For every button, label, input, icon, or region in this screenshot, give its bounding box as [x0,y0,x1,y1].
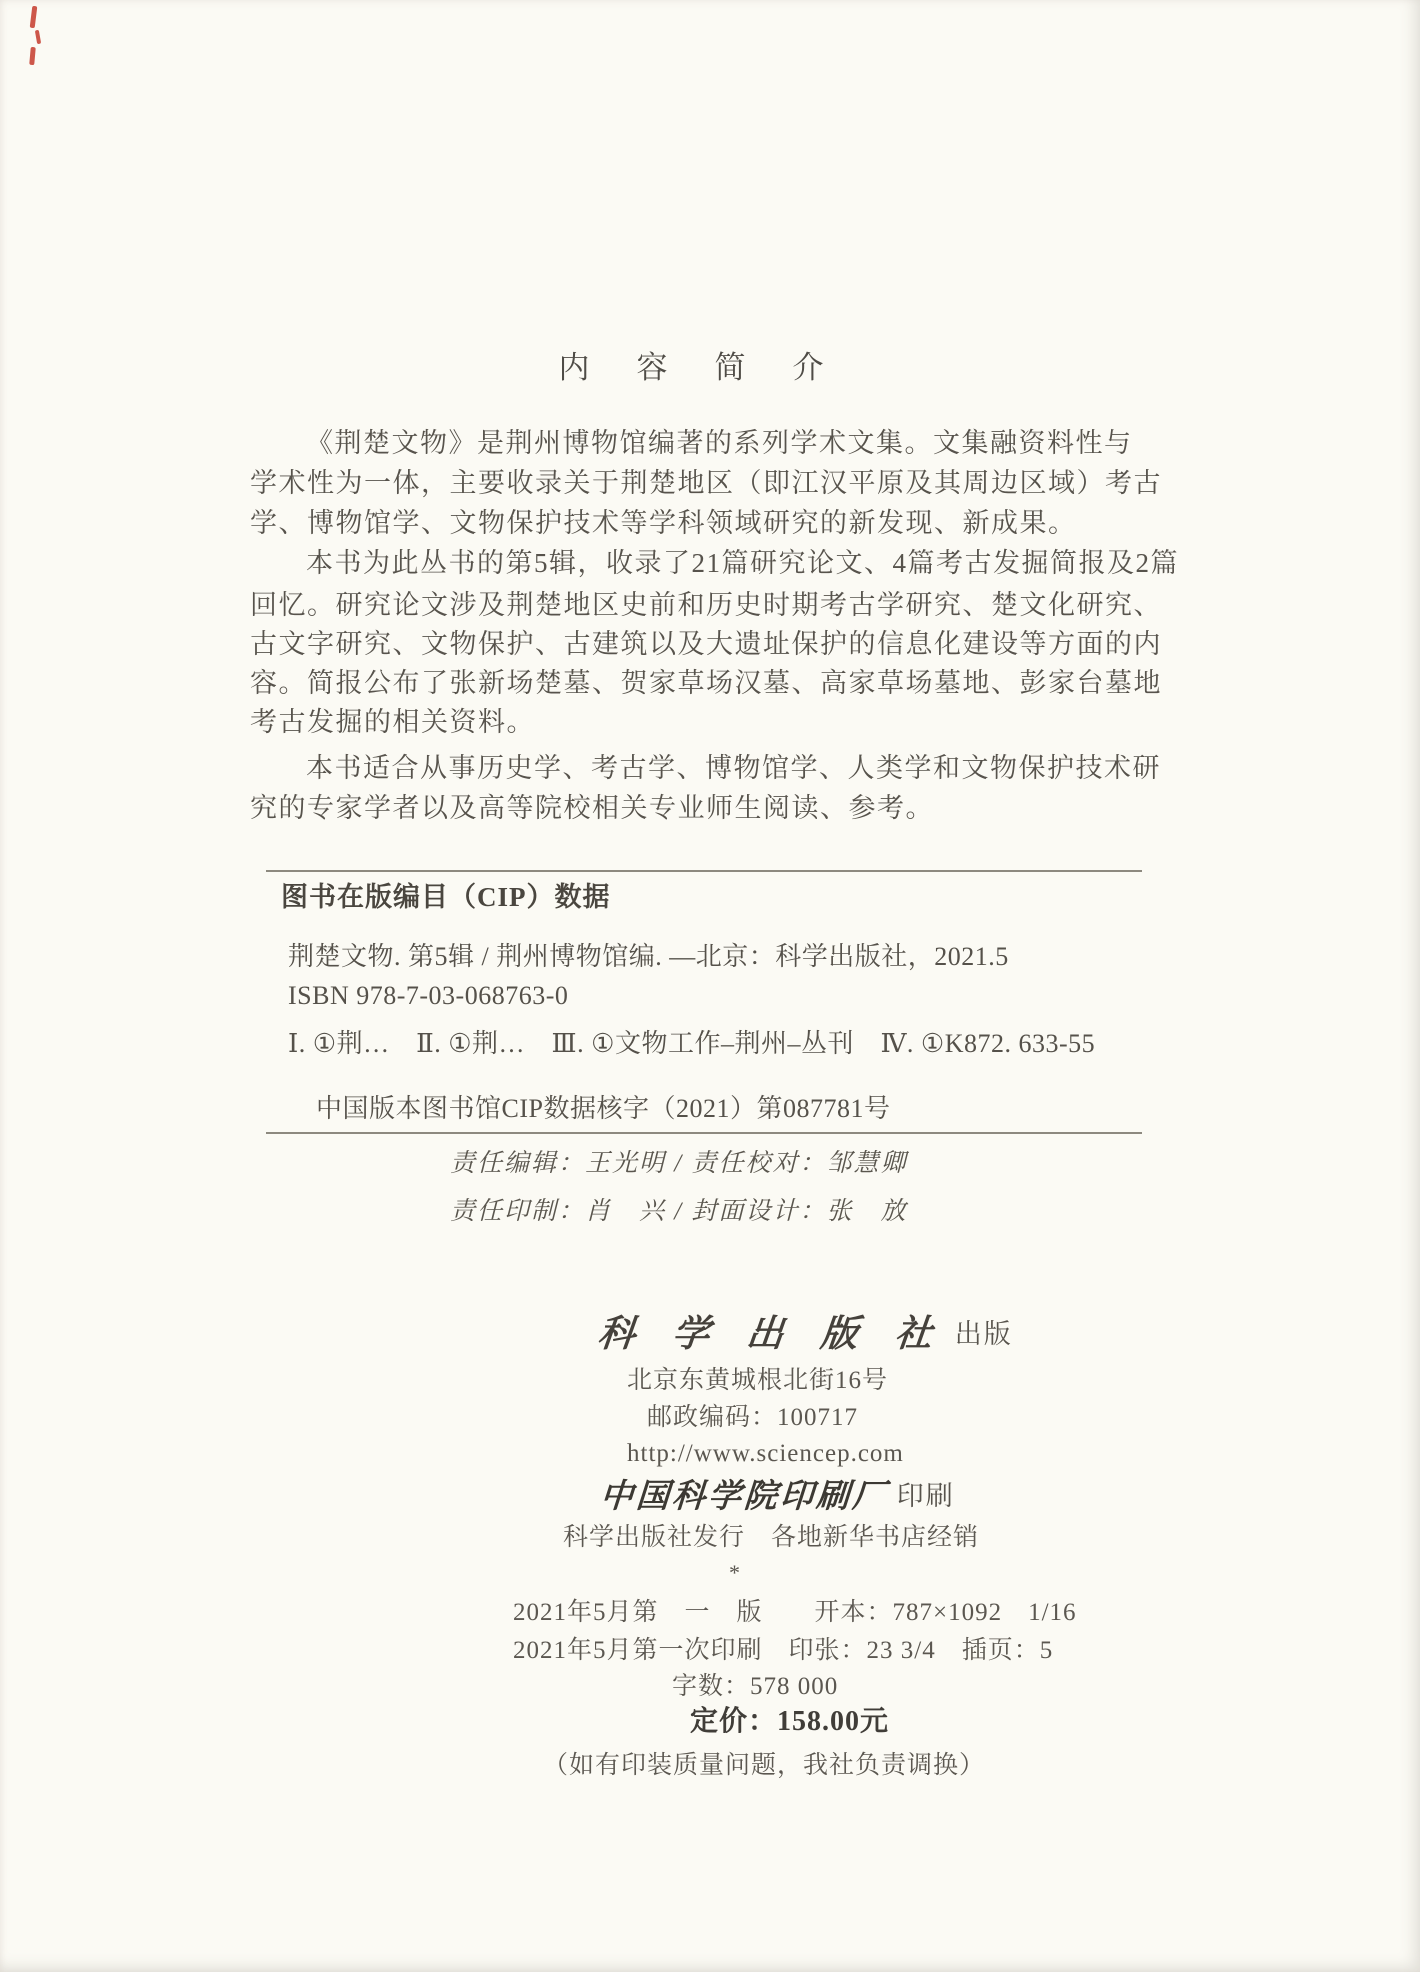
scan-artifact-mark [29,47,36,65]
quality-note: （如有印装质量问题，我社负责调换） [543,1752,986,1779]
price-line: 定价：158.00元 [690,1706,890,1737]
publisher-suffix: 出版 [946,1319,1013,1349]
edition-line: 2021年5月第 一 版 开本：787×1092 1/16 [513,1599,1077,1626]
separator-star: * [729,1560,741,1585]
distribution-line: 科学出版社发行 各地新华书店经销 [563,1524,980,1551]
word-count-line: 字数：578 000 [672,1673,839,1700]
printer-suffix: 印刷 [888,1481,955,1511]
scan-artifact-mark [30,6,38,28]
cip-book-line: 荆楚文物. 第5辑 / 荆州博物馆编. —北京：科学出版社，2021.5 [288,942,1009,971]
cip-isbn: ISBN 978-7-03-068763-0 [288,981,569,1010]
editor-credits-line: 责任编辑：王光明 / 责任校对：邹慧卿 [450,1150,908,1177]
divider-rule-top [266,870,1142,872]
intro-title: 内 容 简 介 [558,350,832,385]
cip-heading: 图书在版编目（CIP）数据 [281,882,611,912]
intro-line: 回忆。研究论文涉及荆楚地区史前和历史时期考古学研究、楚文化研究、 [250,590,1162,620]
publisher-address: 北京东黄城根北街16号 [627,1367,889,1394]
printing-line: 2021年5月第一次印刷 印张：23 3/4 插页：5 [513,1637,1054,1664]
intro-line: 《荆楚文物》是荆州博物馆编著的系列学术文集。文集融资料性与 [306,428,1133,458]
intro-line: 本书适合从事历史学、考古学、博物馆学、人类学和文物保护技术研 [306,753,1161,783]
publisher-logotype: 科 学 出 版 社 [595,1314,949,1355]
intro-line: 学、博物馆学、文物保护技术等学科领域研究的新发现、新成果。 [250,508,1077,538]
print-design-credits-line: 责任印制：肖 兴 / 封面设计：张 放 [450,1198,908,1225]
intro-line: 古文字研究、文物保护、古建筑以及大遗址保护的信息化建设等方面的内 [250,629,1162,659]
intro-line: 学术性为一体，主要收录关于荆楚地区（即江汉平原及其周边区域）考古 [250,468,1162,498]
cip-record-number: 中国版本图书馆CIP数据核字（2021）第087781号 [316,1094,891,1123]
divider-rule-bottom [266,1132,1142,1134]
printer-line [600,1481,955,1514]
publisher-postcode: 邮政编码：100717 [647,1404,859,1431]
scan-artifact-mark [35,30,41,44]
cip-classification: Ⅰ. ①荆… Ⅱ. ①荆… Ⅲ. ①文物工作–荆州–丛刊 Ⅳ. ①K872. 633-55 [288,1029,1096,1058]
intro-line: 考古发掘的相关资料。 [250,707,535,737]
publisher-line [595,1314,1013,1355]
intro-line: 本书为此丛书的第5辑，收录了21篇研究论文、4篇考古发掘简报及2篇 [306,548,1179,578]
printer-logotype: 中国科学院印刷厂 [598,1479,890,1515]
publisher-url: http://www.sciencep.com [627,1440,904,1467]
intro-line: 究的专家学者以及高等院校相关专业师生阅读、参考。 [250,793,934,823]
intro-line: 容。简报公布了张新场楚墓、贺家草场汉墓、高家草场墓地、彭家台墓地 [250,668,1162,698]
